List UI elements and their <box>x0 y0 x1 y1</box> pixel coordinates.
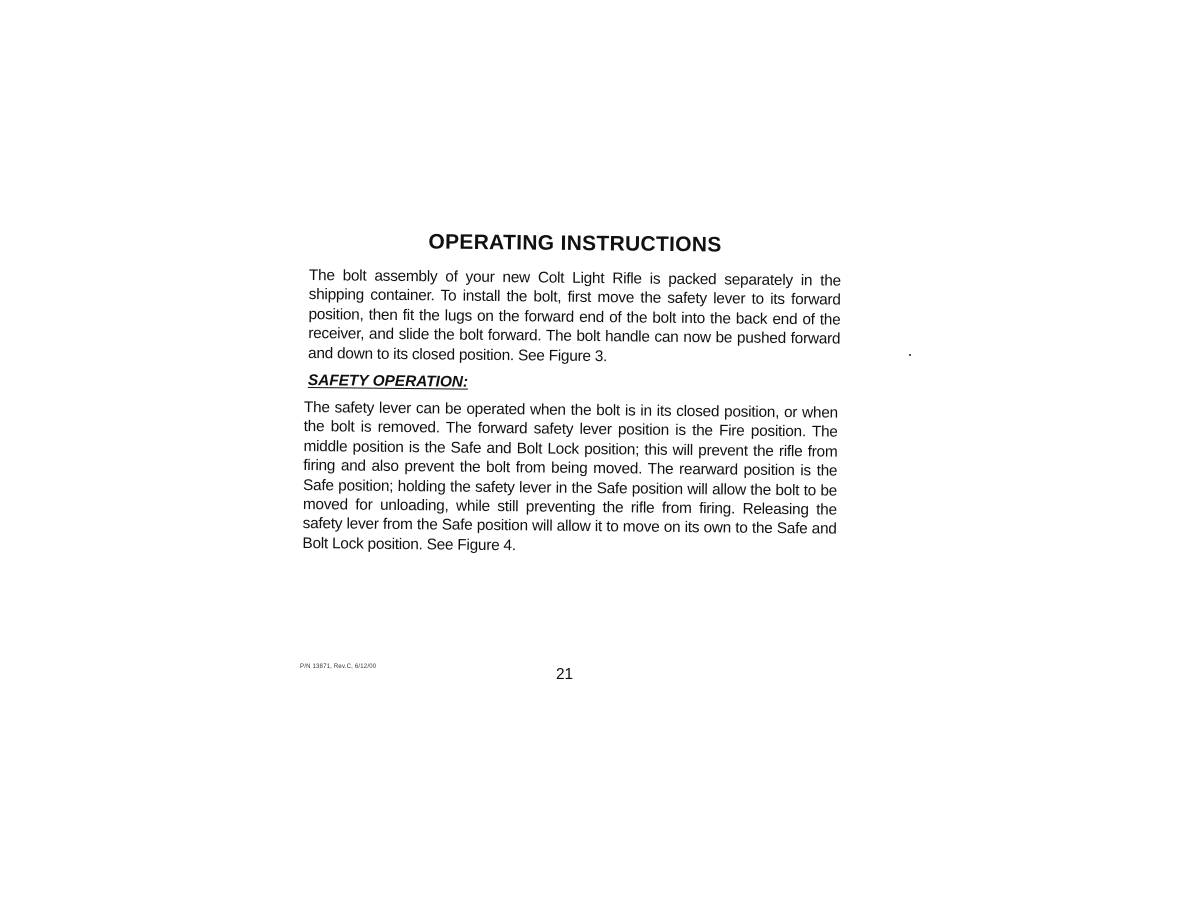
scan-speck <box>909 354 911 356</box>
part-number-footer: P/N 13871, Rev.C, 6/12/00 <box>300 664 377 670</box>
bolt-installation-paragraph: The bolt assembly of your new Colt Light Rifle is packed separately in the shipping container. To install the bolt, first move the safety lever to its forward position, then fit the lugs on the forward end of the bolt into the back end of the receiver, and slide the bolt forward. The bolt handle can now be pushed forward and down to its closed position. See Figure 3. <box>307 266 841 365</box>
page-title: OPERATING INSTRUCTIONS <box>428 230 722 257</box>
page-number: 21 <box>556 666 574 683</box>
safety-operation-paragraph: The safety lever can be operated when the bolt is in its closed position, or when the bolt is removed. The forward safety lever position is the Fire position. The middle position is the Safe and Bolt Lock position; this will prevent the rifle from firing and also prevent the bolt from being moved. The rearward position is the Safe position; holding the safety lever in the Safe position will allow the bolt to be moved for unloading, while still preventing the rifle from firing. Releasing the safety lever from the Safe position will allow it to move on its own to the Safe and Bolt Lock position. See Figure 4. <box>302 398 838 555</box>
section-heading-safety-operation: SAFETY OPERATION: <box>307 372 469 391</box>
